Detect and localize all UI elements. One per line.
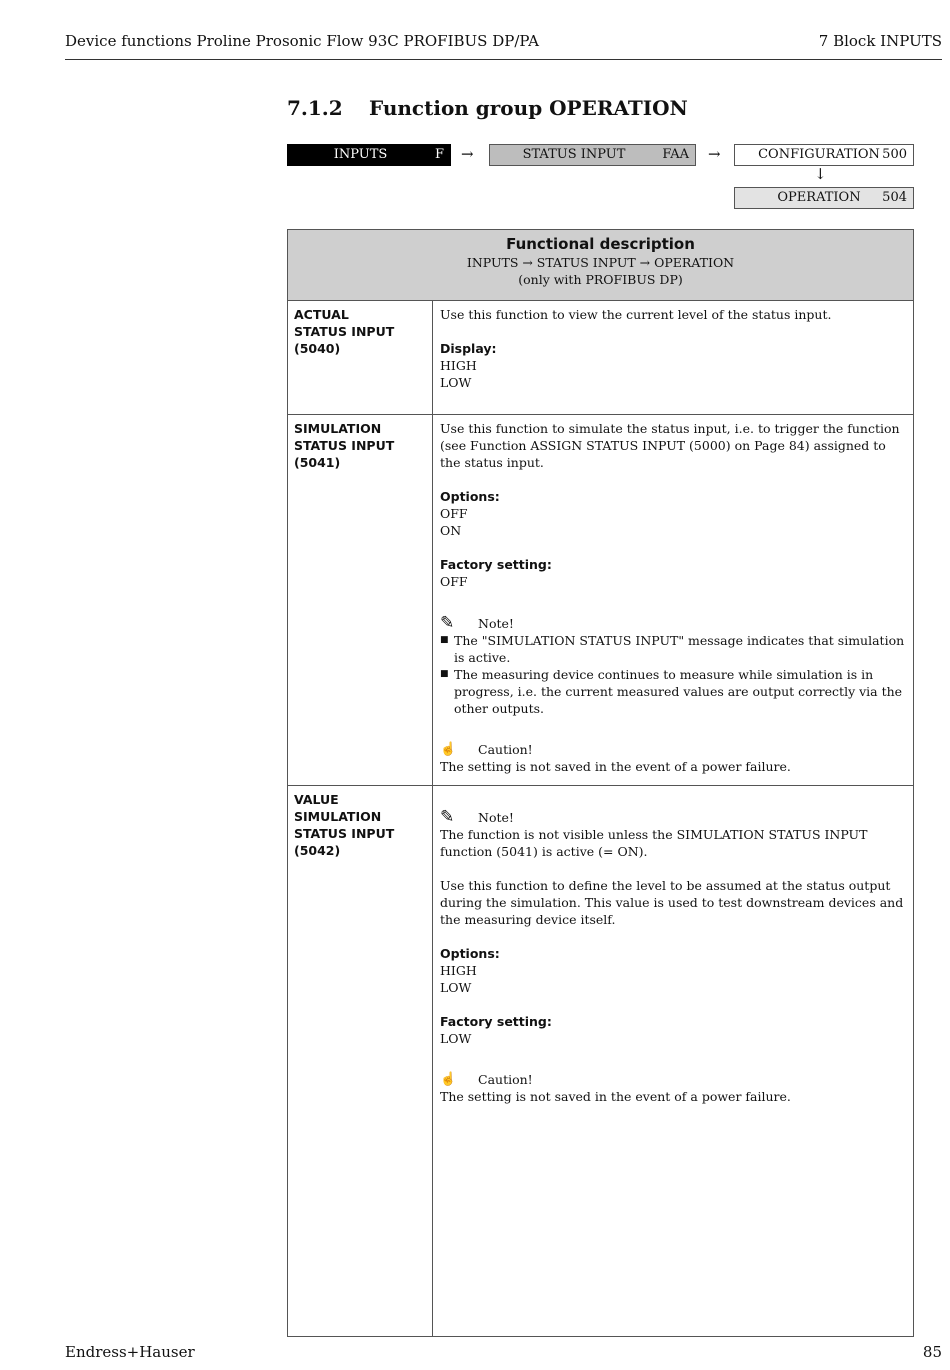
table-path: INPUTS → STATUS INPUT → OPERATION	[466, 255, 735, 270]
nav-config-label: CONFIGURATION	[758, 147, 880, 162]
nav-oper-code: 504	[882, 190, 907, 205]
nav-box-inputs	[287, 144, 451, 166]
function-name	[288, 301, 432, 362]
arrow-right-icon: →	[708, 145, 721, 163]
function-name-line: SIMULATION	[294, 421, 382, 436]
caution-text: The setting is not saved in the event of a power failure.	[440, 1089, 791, 1104]
function-code: (5040)	[294, 341, 341, 356]
caution-label: Caution!	[478, 742, 533, 757]
description-text: Use this function to define the level to be assumed at the status output during the simulation. This value is used to test downstream devices and the measuring device itself.	[440, 878, 904, 927]
arrow-down-icon: ↓	[814, 165, 827, 183]
note-text: The function is not visible unless the SIMULATION STATUS INPUT function (5041) is active (= ON).	[440, 827, 868, 859]
table-condition: (only with PROFIBUS DP)	[518, 272, 683, 287]
nav-box-operation	[734, 187, 914, 209]
note-label: Note!	[478, 810, 514, 825]
function-code: (5041)	[294, 455, 341, 470]
description-text: Use this function to view the current level of the status input.	[440, 307, 832, 322]
option-value: OFF	[440, 506, 468, 521]
hand-icon: ☝	[440, 1072, 457, 1087]
table-row	[288, 415, 914, 786]
caution-text: The setting is not saved in the event of a power failure.	[440, 759, 791, 774]
display-label: Display:	[440, 341, 497, 356]
description-text: Use this function to simulate the status input, i.e. to trigger the function (see Function ASSIGN STATUS INPUT (5000) on Page 84) assigned to the status input.	[440, 421, 900, 470]
section-heading	[287, 96, 688, 120]
nav-oper-label: OPERATION	[777, 190, 861, 205]
note-label: Note!	[478, 616, 514, 631]
nav-status-label: STATUS INPUT	[522, 147, 626, 162]
caution-label: Caution!	[478, 1072, 533, 1087]
hand-icon: ☝	[440, 742, 457, 757]
table-row	[288, 786, 914, 1337]
table-header	[288, 230, 914, 301]
function-description	[433, 786, 913, 1115]
section-number: 7.1.2	[287, 96, 343, 120]
page-number: 85	[922, 1343, 942, 1361]
nav-box-configuration	[734, 144, 914, 166]
list-item: ■ The measuring device continues to measure while simulation is in progress, i.e. the current measured values are output correctly via the other outputs.	[440, 666, 906, 717]
note-heading	[440, 614, 906, 632]
running-header-chapter: 7 Block INPUTS	[818, 32, 942, 50]
nav-config-code: 500	[882, 147, 907, 162]
function-description	[433, 301, 913, 401]
arrow-right-icon: →	[461, 145, 474, 163]
function-name	[288, 415, 432, 476]
note-heading	[440, 808, 906, 826]
nav-status-code: FAA	[662, 147, 689, 162]
function-name-line: STATUS INPUT	[294, 438, 395, 453]
running-header-title: Device functions Proline Prosonic Flow 93C PROFIBUS DP/PA	[65, 32, 539, 50]
options-label: Options:	[440, 946, 500, 961]
pencil-icon: ✎	[440, 613, 455, 633]
display-value: HIGH	[440, 358, 477, 373]
function-name	[288, 786, 432, 864]
table-title: Functional description	[506, 235, 695, 253]
nav-inputs-label: INPUTS	[333, 147, 388, 162]
nav-inputs-code: F	[434, 147, 444, 162]
section-title: Function group OPERATION	[369, 96, 688, 120]
function-name-line: STATUS INPUT	[294, 826, 395, 841]
footer-company: Endress+Hauser	[65, 1343, 195, 1361]
caution-heading	[440, 741, 906, 758]
note-list	[440, 632, 906, 717]
display-value: LOW	[440, 375, 472, 390]
function-name-line: ACTUAL	[294, 307, 349, 322]
function-name-line: STATUS INPUT	[294, 324, 395, 339]
nav-box-status-input	[489, 144, 696, 166]
option-value: HIGH	[440, 963, 477, 978]
header-rule	[65, 59, 942, 60]
factory-setting-label: Factory setting:	[440, 1014, 552, 1029]
options-label: Options:	[440, 489, 500, 504]
option-value: LOW	[440, 980, 472, 995]
option-value: ON	[440, 523, 462, 538]
list-item: ■ The "SIMULATION STATUS INPUT" message indicates that simulation is active.	[440, 632, 906, 666]
function-code: (5042)	[294, 843, 341, 858]
factory-setting-label: Factory setting:	[440, 557, 552, 572]
table-row	[288, 301, 914, 415]
functional-description-table	[287, 229, 914, 1337]
caution-heading	[440, 1071, 906, 1088]
factory-setting-value: OFF	[440, 574, 468, 589]
pencil-icon: ✎	[440, 807, 455, 827]
function-name-line: VALUE SIMULATION	[294, 792, 382, 824]
function-description	[433, 415, 913, 785]
factory-setting-value: LOW	[440, 1031, 472, 1046]
